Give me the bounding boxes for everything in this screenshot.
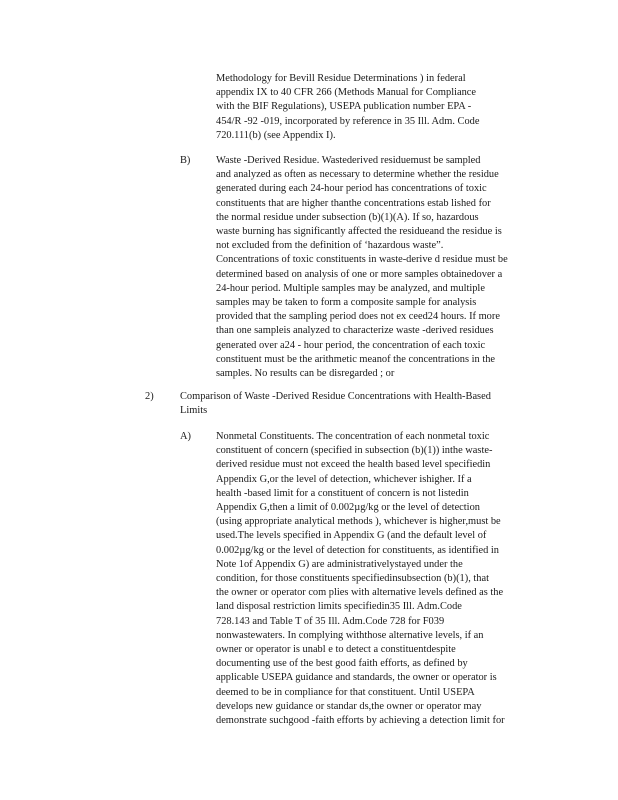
section-b-line: generated over a24 - hour period, the concentration of each toxic	[216, 339, 486, 351]
section-b-paragraph	[216, 154, 546, 381]
section-a-line: nonwastewaters. In complying withthose alternative levels, if an	[216, 629, 484, 641]
section-b-line: Concentrations of toxic constituents in waste-derive d residue must be	[216, 254, 508, 266]
section-a-line: land disposal restriction limits specifiedin35 Ill. Adm.Code	[216, 601, 462, 613]
section-b-line: generated during each 24-hour period has concentrations of toxic	[216, 183, 487, 195]
section-a-line: Nonmetal Constituents. The concentration of each nonmetal toxic	[216, 431, 490, 442]
section-a-line: the owner or operator com plies with alternative levels defined as the	[216, 587, 504, 599]
section-b-line: and analyzed as often as necessary to determine whether the residue	[216, 169, 499, 181]
section-a-line: (using appropriate analytical methods ), whichever is higher,must be	[216, 516, 501, 528]
section-b-line: constituents that are higher thanthe concentrations estab lished for	[216, 197, 491, 209]
section-a-line: Note 1of Appendix G) are administrativelystayed under the	[216, 558, 463, 570]
section-2-heading	[180, 390, 526, 418]
section-a-line: demonstrate suchgood -faith efforts by achieving a detection limit for	[216, 715, 505, 727]
section-a-label: A)	[180, 431, 191, 442]
section-b-line: provided that the sampling period does not ex ceed24 hours. If more	[216, 311, 500, 323]
section-b-line: constituent must be the arithmetic meanof the concentrations in the	[216, 353, 496, 365]
section-a-line: 728.143 and Table T of 35 Ill. Adm.Code 728 for F039	[216, 615, 445, 627]
section-b-line: 24-hour period. Multiple samples may be analyzed, and multiple	[216, 282, 485, 294]
section-a-line: used.The levels specified in Appendix G (and the default level of	[216, 530, 487, 542]
section-a-line: derived residue must not exceed the health based level specifiedin	[216, 459, 491, 471]
section-2-line: Comparison of Waste -Derived Residue Concentrations with Health-Based	[180, 391, 491, 402]
intro-paragraph	[216, 72, 528, 143]
section-b-line: waste burning has significantly affected the residueand the residue is	[216, 226, 502, 238]
section-b-label: B)	[180, 155, 191, 166]
section-2-line: Limits	[180, 405, 208, 417]
section-b-line: Waste -Derived Residue. Wastederived residuemust be sampled	[216, 155, 481, 166]
section-a-line: constituent of concern (specified in subsection (b)(1)) inthe waste-	[216, 445, 493, 457]
intro-line: appendix IX to 40 CFR 266 (Methods Manual for Compliance	[216, 87, 477, 99]
section-2-label: 2)	[145, 391, 154, 402]
intro-line: Methodology for Bevill Residue Determinations ) in federal	[216, 73, 466, 84]
section-b-line: than one sampleis analyzed to characterize waste -derived residues	[216, 325, 494, 337]
section-b-line: not excluded from the definition of ‘hazardous waste”.	[216, 240, 444, 252]
section-a-line: develops new guidance or standar ds,the owner or operator may	[216, 700, 482, 712]
section-b-line: determined based on analysis of one or more samples obtainedover a	[216, 268, 503, 280]
section-a-line: deemed to be in compliance for that constituent. Until USEPA	[216, 686, 475, 698]
section-a-line: owner or operator is unabl e to detect a constituentdespite	[216, 644, 456, 656]
section-a-line: Appendix G,then a limit of 0.002µg/kg or the level of detection	[216, 502, 480, 514]
section-b-line: samples may be taken to form a composite sample for analysis	[216, 297, 477, 309]
section-a-line: 0.002µg/kg or the level of detection for constituents, as identified in	[216, 544, 500, 556]
intro-line: 454/R -92 -019, incorporated by reference in 35 Ill. Adm. Code	[216, 115, 480, 127]
section-b-line: samples. No results can be disregarded ; or	[216, 368, 395, 380]
intro-line: with the BIF Regulations), USEPA publication number EPA -	[216, 101, 472, 113]
section-a-line: condition, for those constituents specifiedinsubsection (b)(1), that	[216, 573, 489, 585]
section-a-line: health -based limit for a constituent of concern is not listedin	[216, 487, 469, 499]
intro-line: 720.111(b) (see Appendix I).	[216, 129, 336, 141]
section-b-line: the normal residue under subsection (b)(1)(A). If so, hazardous	[216, 211, 479, 223]
section-a-line: applicable USEPA guidance and standards, the owner or operator is	[216, 672, 497, 684]
section-a-line: documenting use of the best good faith efforts, as defined by	[216, 658, 468, 670]
section-a-paragraph	[216, 430, 546, 728]
section-a-line: Appendix G,or the level of detection, whichever ishigher. If a	[216, 473, 472, 485]
